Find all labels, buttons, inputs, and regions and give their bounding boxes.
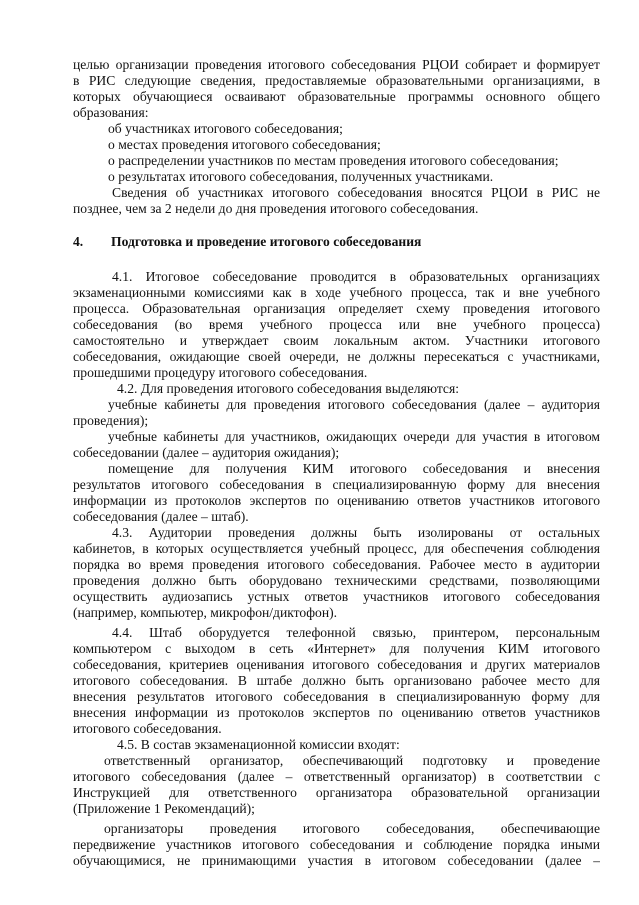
- text-line: о распределении участников по местам проведения итогового собеседования;: [108, 153, 559, 168]
- text-line: процесса. Образовательная организация определяет схему проведения итогового: [73, 301, 600, 316]
- text-line: осуществить аудиозапись устных ответов участников итогового собеседования: [73, 589, 600, 604]
- text-line: которых обучающиеся осваивают образовательные программы основного общего: [73, 89, 600, 104]
- text-line: собеседовании (далее – аудитория ожидания);: [73, 445, 340, 460]
- section-number: 4.: [73, 234, 84, 249]
- text-line: помещение для получения КИМ итогового собеседования и внесения: [108, 461, 600, 476]
- section-title: Подготовка и проведение итогового собеседования: [111, 234, 422, 249]
- text-line: об участниках итогового собеседования;: [108, 121, 343, 136]
- text-line: учебные кабинеты для участников, ожидающих очереди для участия в итоговом: [108, 429, 600, 444]
- text-line: передвижение участников итогового собеседования и соблюдение порядка иными: [73, 837, 600, 852]
- text-line: результатов итогового собеседования в специализированную форму для внесения: [73, 477, 600, 492]
- text-line: собеседования (далее – штаб).: [73, 509, 249, 524]
- text-line: (например, компьютер, микрофон/диктофон).: [73, 605, 338, 620]
- text-line: в РИС следующие сведения, предоставляемые образовательными организациями, в: [73, 73, 600, 88]
- text-line: внесения результатов итогового собеседования в специализированную форму для: [73, 689, 600, 704]
- text-line: собеседования (во время учебного процесса или вне учебного процесса): [73, 317, 600, 332]
- text-line: Инструкцией для ответственного организатора образовательной организации: [73, 785, 600, 800]
- text-line: 4.4. Штаб оборудуется телефонной связью, принтером, персональным: [112, 625, 600, 640]
- text-line: учебные кабинеты для проведения итогового собеседования (далее – аудитория: [108, 397, 600, 412]
- text-line: итогового собеседования.: [73, 721, 222, 736]
- text-line: ответственный организатор, обеспечивающий подготовку и проведение: [104, 753, 600, 768]
- text-line: о местах проведения итогового собеседования;: [108, 137, 381, 152]
- text-line: целью организации проведения итогового собеседования РЦОИ собирает и формирует: [73, 57, 600, 72]
- text-line: компьютером с выходом в сеть «Интернет» для получения КИМ итогового: [73, 641, 600, 656]
- text-line: внесения информации из протоколов экспертов по оцениванию ответов участников: [73, 705, 600, 720]
- text-line: самостоятельно и утверждает своим локальным актом. Участники итогового: [73, 333, 600, 348]
- text-line: Сведения об участниках итогового собеседования вносятся РЦОИ в РИС не: [112, 185, 600, 200]
- text-line: собеседования, ожидающие своей очереди, не должны пересекаться с участниками,: [73, 349, 600, 364]
- text-line: порядка во время проведения итогового собеседования. Рабочее место в аудитории: [73, 557, 600, 572]
- text-line: 4.1. Итоговое собеседование проводится в образовательных организациях: [112, 269, 600, 284]
- text-line: организаторы проведения итогового собеседования, обеспечивающие: [104, 821, 600, 836]
- text-line: собеседования, критериев оценивания итогового собеседования и других материалов: [73, 657, 600, 672]
- text-line: о результатах итогового собеседования, полученных участниками.: [108, 169, 494, 184]
- text-line: проведения должно быть оборудовано техническими средствами, позволяющими: [73, 573, 600, 588]
- text-line: образования:: [73, 105, 149, 120]
- text-line: итогового собеседования. В штабе должно быть организовано рабочее место для: [73, 673, 600, 688]
- text-line: прошедшими процедуру итогового собеседования.: [73, 365, 368, 380]
- text-line: кабинетов, в которых осуществляется учебный процесс, для обеспечения соблюдения: [73, 541, 600, 556]
- text-line: информации из протоколов экспертов по оцениванию ответов участников итогового: [73, 493, 600, 508]
- section-heading: [73, 234, 600, 250]
- text-line: итогового собеседования (далее – ответственный организатор) в соответствии с: [73, 769, 600, 784]
- text-line: 4.5. В состав экзаменационной комиссии входят:: [117, 737, 400, 752]
- text-line: 4.2. Для проведения итогового собеседования выделяются:: [117, 381, 459, 396]
- text-line: проведения);: [73, 413, 149, 428]
- text-line: обучающимися, не принимающими участия в итоговом собеседовании (далее –: [73, 853, 600, 868]
- text-line: (Приложение 1 Рекомендаций);: [73, 801, 255, 816]
- text-line: позднее, чем за 2 недели до дня проведения итогового собеседования.: [73, 201, 479, 216]
- text-line: экзаменационными комиссиями как в ходе учебного процесса, так и вне учебного: [73, 285, 600, 300]
- text-line: 4.3. Аудитории проведения должны быть изолированы от остальных: [112, 525, 600, 540]
